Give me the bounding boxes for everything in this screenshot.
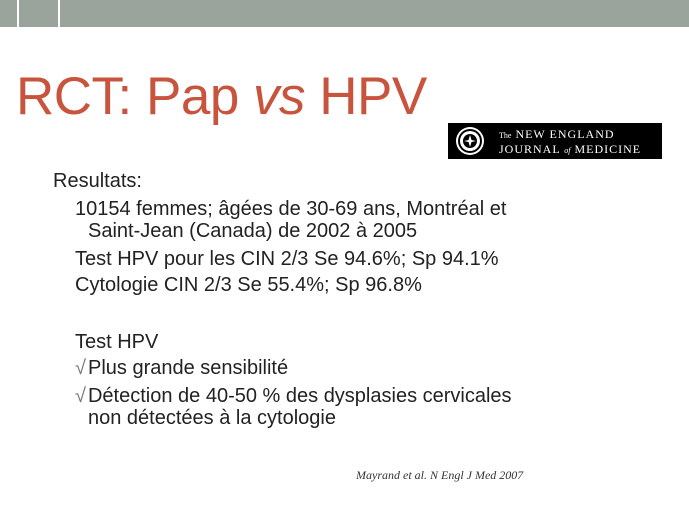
logo-of: of xyxy=(564,146,571,155)
title-text-end: HPV xyxy=(305,67,427,126)
hpv-heading: Test HPV xyxy=(75,331,159,353)
bullet-sensitivity xyxy=(75,356,288,380)
citation: Mayrand et al. N Engl J Med 2007 xyxy=(356,468,524,482)
bullet-detection-cont: non détectées à la cytologie xyxy=(88,407,336,429)
cytology-line: Cytologie CIN 2/3 Se 55.4%; Sp 96.8% xyxy=(75,274,422,296)
results-heading: Resultats: xyxy=(53,170,142,192)
top-bar-divider xyxy=(58,0,60,27)
bullet-detection xyxy=(75,384,512,408)
nejm-logo-line2 xyxy=(499,142,641,157)
logo-medicine: MEDICINE xyxy=(574,142,642,156)
nejm-logo xyxy=(448,123,662,159)
logo-the: The xyxy=(499,131,512,140)
study-line-2: Saint-Jean (Canada) de 2002 à 2005 xyxy=(88,220,418,242)
title-vs: vs xyxy=(253,67,306,126)
logo-new-england: NEW ENGLAND xyxy=(515,127,615,141)
check-icon: √ xyxy=(75,385,86,407)
nejm-seal-icon xyxy=(455,126,485,156)
check-icon: √ xyxy=(75,357,86,379)
top-bar xyxy=(0,0,689,27)
study-line-1: 10154 femmes; âgées de 30-69 ans, Montréal et xyxy=(75,198,507,220)
top-bar-divider xyxy=(17,0,19,27)
slide-title xyxy=(16,67,427,126)
logo-journal: JOURNAL xyxy=(499,142,561,156)
nejm-logo-line1 xyxy=(499,127,615,142)
bullet-sensitivity-text: Plus grande sensibilité xyxy=(87,357,289,379)
title-text: RCT: Pap xyxy=(16,67,254,126)
hpv-test-line: Test HPV pour les CIN 2/3 Se 94.6%; Sp 94.1% xyxy=(75,248,499,270)
bullet-detection-text: Détection de 40-50 % des dysplasies cervicales xyxy=(87,385,512,407)
